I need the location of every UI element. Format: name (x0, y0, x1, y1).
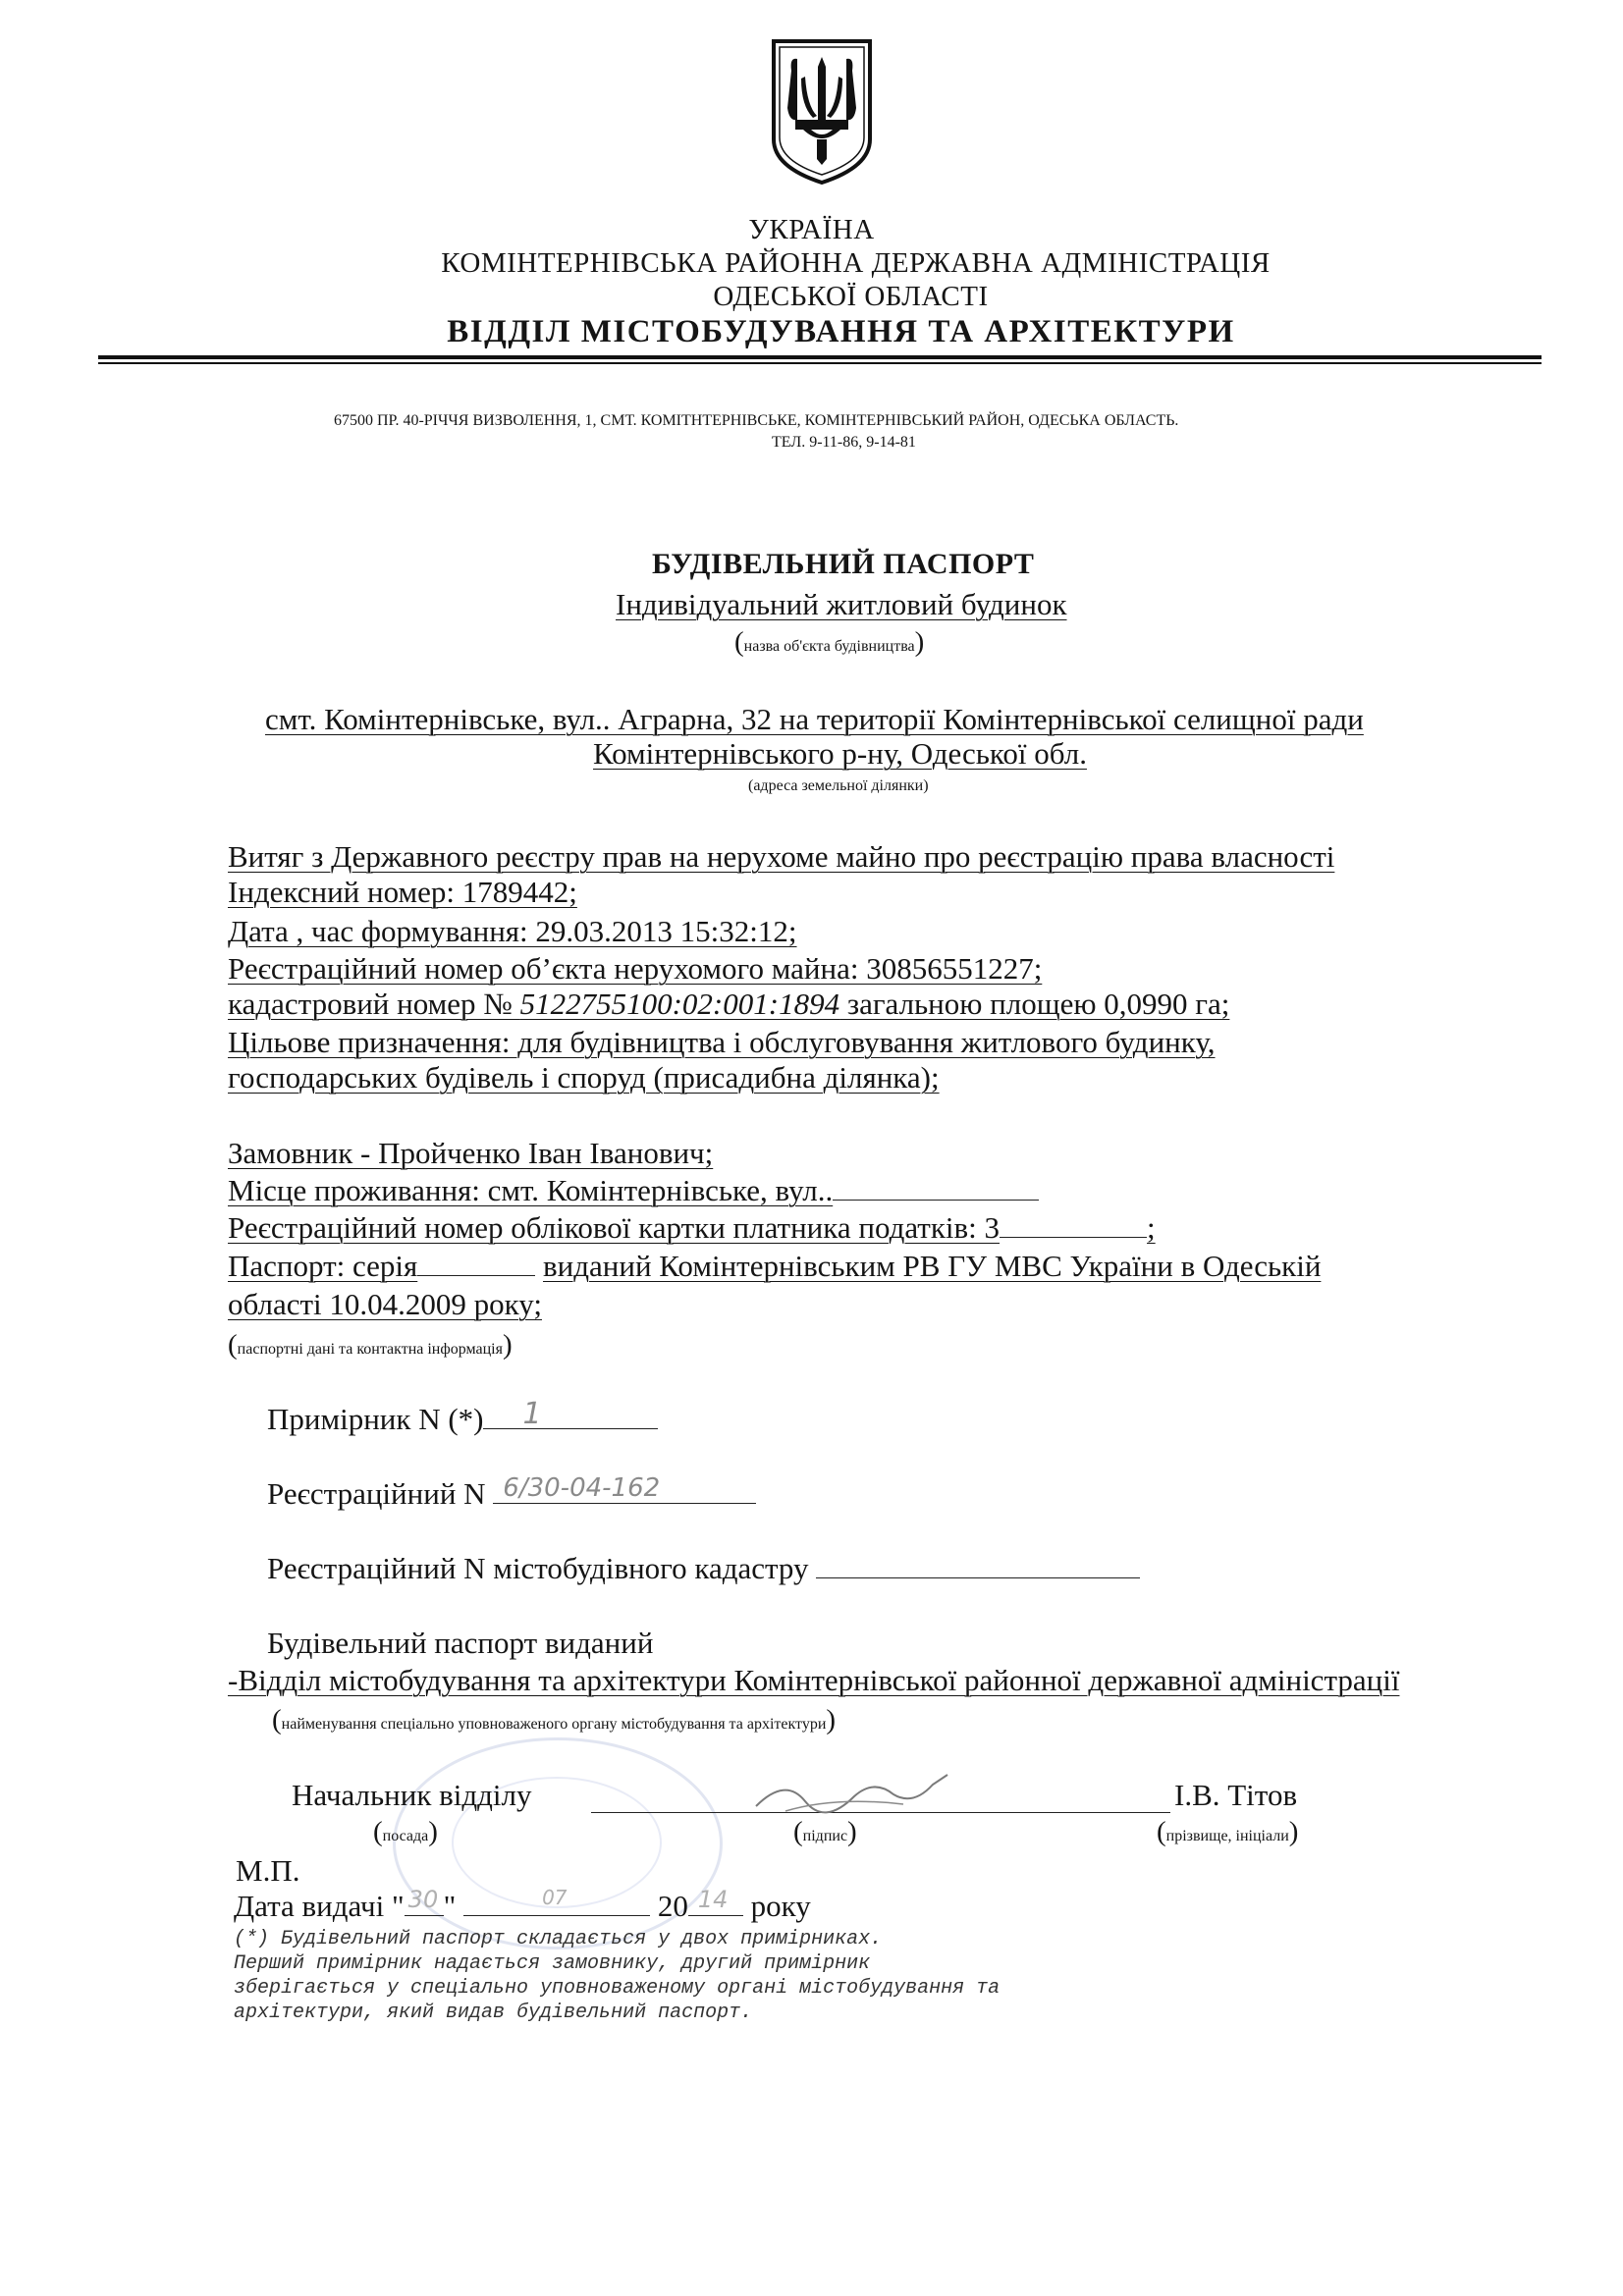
land-purpose-line-2: господарських будівель і споруд (присадибна ділянка); (228, 1060, 940, 1095)
issue-year: 14 (697, 1886, 729, 1913)
cadastral-number: кадастровий номер № 5122755100:02:001:1894 загальною площею 0,0990 га; (228, 987, 1230, 1021)
copy-number-value: 1 (522, 1397, 542, 1431)
office-phone: ТЕЛ. 9-11-86, 9-14-81 (772, 434, 916, 451)
signature-caption: (підпис) (793, 1816, 857, 1847)
issue-day: 30 (407, 1886, 439, 1913)
issuing-organ: -Відділ містобудування та архітектури Комінтернівської районної державної адміністрації (228, 1663, 1400, 1697)
object-name-caption: (назва об'єкта будівництва) (734, 626, 925, 658)
country-name: УКРАЇНА (748, 214, 875, 245)
cadastre-number-row: Реєстраційний N містобудівного кадастру (267, 1551, 1140, 1586)
document-title: БУДІВЕЛЬНИЙ ПАСПОРТ (652, 548, 1035, 580)
signatory-position: Начальник відділу (292, 1778, 532, 1812)
customer-passport-line-2: області 10.04.2009 року; (228, 1287, 542, 1321)
signatory-name: І.В. Тітов (1174, 1778, 1298, 1812)
customer-name: Замовник - Пройченко Іван Іванович; (228, 1136, 714, 1170)
trident-icon (768, 37, 876, 185)
registration-number-value: 6/30-04-162 (503, 1473, 661, 1503)
header-divider (98, 355, 1542, 359)
customer-tax-number: Реєстраційний номер облікової картки платника податків: 3 ; (228, 1210, 1156, 1245)
object-name: Індивідуальний житловий будинок (616, 587, 1067, 621)
issue-date: Дата видачі " 30 " 07 20 14 року (234, 1886, 811, 1923)
issue-month: 07 (542, 1886, 568, 1909)
header-divider-thin (98, 362, 1542, 364)
formation-date-time: Дата , час формування: 29.03.2013 15:32:12; (228, 914, 797, 948)
customer-caption: (паспортні дані та контактна інформація) (228, 1329, 513, 1361)
coat-of-arms-emblem (768, 37, 876, 185)
issued-by-label: Будівельний паспорт виданий (267, 1626, 654, 1660)
seal-mark: М.П. (236, 1853, 300, 1888)
administration-name: КОМІНТЕРНІВСЬКА РАЙОННА ДЕРЖАВНА АДМІНІСТРАЦІЯ (441, 247, 1271, 279)
site-address-line-2: Комінтернівського р-ну, Одеської обл. (593, 736, 1087, 771)
property-registration-number: Реєстраційний номер об’єкта нерухомого майна: 30856551227; (228, 951, 1043, 986)
registry-extract: Витяг з Державного реєстру прав на нерухоме майно про реєстрацію права власності (228, 839, 1335, 874)
footnote-line-4: архітектури, який видав будівельний паспорт. (234, 2002, 753, 2024)
footnote-line-2: Перший примірник надається замовнику, другий примірник (234, 1952, 871, 1975)
footnote-line-1: (*) Будівельний паспорт складається у двох примірниках. (234, 1928, 883, 1950)
position-caption: (посада) (373, 1816, 438, 1847)
region-name: ОДЕСЬКОЇ ОБЛАСТІ (713, 281, 989, 312)
issuing-organ-caption: (найменування спеціально уповноваженого органу містобудування та архітектури) (272, 1704, 837, 1735)
copy-number-row: Примірник N (*) 1 (267, 1402, 658, 1437)
index-number: Індексний номер: 1789442; (228, 875, 577, 909)
department-name: ВІДДІЛ МІСТОБУДУВАННЯ ТА АРХІТЕКТУРИ (447, 314, 1235, 349)
customer-residence: Місце проживання: смт. Комінтернівське, вул.. (228, 1173, 1039, 1208)
office-address: 67500 ПР. 40-РІЧЧЯ ВИЗВОЛЕННЯ, 1, СМТ. КОМІТНТЕРНІВСЬКЕ, КОМІНТЕРНІВСЬКИЙ РАЙОН, ОДЕСЬКА ОБЛАСТЬ. (334, 412, 1179, 429)
customer-passport: Паспорт: серія виданий Комінтернівським РВ ГУ МВС України в Одеській (228, 1249, 1322, 1283)
name-caption: (прізвище, ініціали) (1157, 1816, 1299, 1847)
land-purpose-line-1: Цільове призначення: для будівництва і обслуговування житлового будинку, (228, 1025, 1216, 1059)
registration-number-row: Реєстраційний N 6/30-04-162 (267, 1476, 756, 1512)
site-address-caption: (адреса земельної ділянки) (748, 777, 929, 794)
footnote-line-3: зберігається у спеціально уповноваженому органі містобудування та (234, 1977, 1001, 2000)
site-address-line-1: смт. Комінтернівське, вул.. Аграрна, 32 на території Комінтернівської селищної ради (265, 702, 1364, 736)
